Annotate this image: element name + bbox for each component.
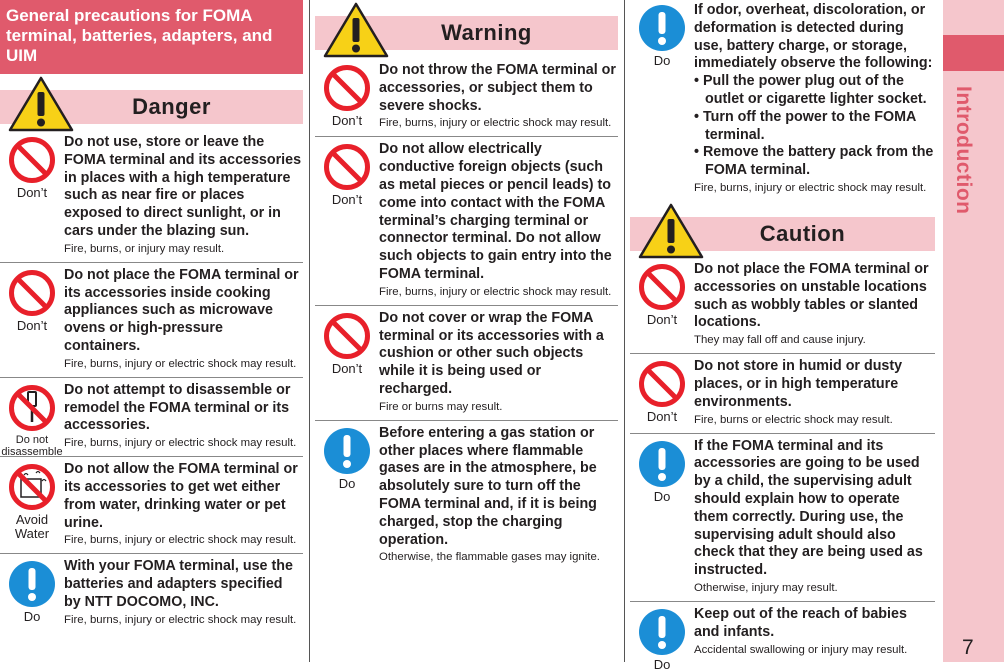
symbol-label: Do [653,488,671,504]
bullet-item: • Pull the power plug out of the outlet or cigarette lighter socket. [694,73,927,107]
symbol-block [0,269,64,333]
column-1 [0,0,303,633]
symbol-label: Do [338,475,356,491]
warning-item [315,421,618,571]
prohibited-icon [323,143,371,191]
bullet-list [694,73,935,180]
warning-item [315,137,618,305]
do-not-disassemble-icon [8,384,56,432]
page-number: 7 [962,636,974,659]
side-tab-marker [943,35,1004,71]
symbol-block [630,4,694,68]
symbol-label: Do [653,53,671,68]
symbol-block [0,384,64,458]
do-icon [638,4,686,52]
consequence-text: Fire, burns, injury or electric shock may result. [379,117,612,130]
column-2 [315,0,618,570]
symbol-block [630,263,694,327]
caution-item [630,257,935,354]
symbol-label: Avoid Water [14,512,50,542]
symbol-block [630,440,694,504]
caution-title: Caution [759,220,846,246]
avoid-water-icon [8,463,56,511]
warning-item [315,306,618,421]
prohibited-icon [323,64,371,112]
do-icon [323,427,371,475]
symbol-label: Do not disassemble [1,433,63,458]
danger-item [0,457,303,554]
precaution-text: Do not place the FOMA terminal or accessories on unstable locations such as wobbly tables or slanted locations. [694,260,929,331]
precaution-text: Do not attempt to disassemble or remodel the FOMA terminal or its accessories. [64,381,291,434]
precaution-text: Do not throw the FOMA terminal or accessories, or subject them to severe shocks. [379,62,616,114]
symbol-label: Don’t [16,317,48,333]
column-divider [309,0,310,662]
danger-banner [0,90,303,124]
precaution-text: Do not place the FOMA terminal or its accessories inside cooking appliances such as microwave ovens or high-pressure containers. [64,266,299,354]
symbol-block [0,463,64,541]
consequence-text: Accidental swallowing or injury may result. [694,643,908,656]
column-3 [630,0,935,672]
consequence-text: Fire or burns may result. [379,400,503,413]
danger-title: Danger [132,94,211,119]
symbol-label: Don’t [16,185,48,200]
bullet-item: • Remove the battery pack from the FOMA terminal. [694,144,934,179]
warning-item [630,0,935,201]
symbol-block [315,312,379,376]
section-side-tab [943,0,1004,662]
prohibited-icon [323,312,371,360]
consequence-text: Fire, burns, injury or electric shock may result. [64,534,297,547]
symbol-block [315,143,379,207]
consequence-text: Fire, burns or electric shock may result. [694,413,893,426]
do-icon [638,608,686,656]
do-icon [8,560,56,608]
do-icon [638,440,686,488]
symbol-label: Don’t [646,409,678,425]
danger-item [0,130,303,263]
symbol-block [315,427,379,491]
precaution-text: Do not allow the FOMA terminal or its accessories to get wet either from water, drinking water or pet urine. [64,461,298,531]
consequence-text: Otherwise, the flammable gases may ignite. [379,551,600,564]
symbol-block [630,360,694,424]
caution-item [630,434,935,602]
symbol-block [315,64,379,128]
consequence-text: Fire, burns, injury or electric shock may result. [64,357,297,370]
consequence-text: Fire, burns, or injury may result. [64,242,225,255]
prohibited-icon [638,263,686,311]
caution-item [630,354,935,433]
warning-title: Warning [441,20,532,45]
danger-item [0,263,303,378]
symbol-label: Don’t [646,311,678,327]
side-tab-label: Introduction [952,86,975,215]
warning-item [315,58,618,137]
symbol-block [630,608,694,672]
consequence-text: Fire, burns, injury or electric shock may result. [379,285,612,298]
symbol-label: Do [23,609,41,625]
column-divider [624,0,625,662]
consequence-text: Fire, burns, injury or electric shock may result. [64,613,297,626]
caution-item [630,602,935,672]
consequence-text: Fire, burns, injury or electric shock may result. [64,437,297,450]
precaution-text: Keep out of the reach of babies and infants. [694,605,907,640]
symbol-label: Don’t [331,360,363,376]
precaution-text: Before entering a gas station or other places where flammable gases are in the atmosphere, be absolutely sure to turn off the FOMA terminal and, if it is being charged, stop the charging operation. [379,424,597,548]
danger-item [0,378,303,457]
precaution-text: If odor, overheat, discoloration, or deformation is detected during use, battery charge, or storage, immediately observe the following: [694,2,933,72]
prohibited-icon [638,360,686,408]
symbol-label: Don’t [331,113,363,128]
precaution-text: Do not store in humid or dusty places, or in high temperature environments. [694,358,903,410]
precaution-text: Do not use, store or leave the FOMA terminal and its accessories in places with a high temperature such as near fire or places exposed to direct sunlight, or in cars under the blazing sun. [64,134,302,239]
symbol-label: Do [653,656,671,672]
page-header: General precautions for FOMA terminal, batteries, adapters, and UIM [0,0,303,74]
consequence-text: Otherwise, injury may result. [694,581,838,594]
symbol-block [0,560,64,624]
warning-banner [315,16,618,50]
symbol-block [0,136,64,200]
danger-item [0,554,303,632]
precaution-text: Do not allow electrically conductive foreign objects (such as metal pieces or pencil leads) to come into contact with the FOMA terminal’s charging terminal or connector terminal. Do not allow such objects to gain entry into the FOMA terminal. [379,141,612,282]
consequence-text: They may fall off and cause injury. [694,334,866,347]
consequence-text: Fire, burns, injury or electric shock may result. [694,181,927,194]
prohibited-icon [8,269,56,317]
precaution-text: With your FOMA terminal, use the batteries and adapters specified by NTT DOCOMO, INC. [64,558,293,610]
caution-banner [630,217,935,251]
precaution-text: If the FOMA terminal and its accessories are going to be used by a child, the supervising adult should explain how to operate them correctly. During use, the supervising adult should also check that they are being used as instructed. [694,437,923,579]
prohibited-icon [8,136,56,184]
symbol-label: Don’t [331,192,363,208]
bullet-item: • Turn off the power to the FOMA terminal. [694,108,916,143]
precaution-text: Do not cover or wrap the FOMA terminal or its accessories with a cushion or other such objects while it is being used or recharged. [379,309,604,397]
